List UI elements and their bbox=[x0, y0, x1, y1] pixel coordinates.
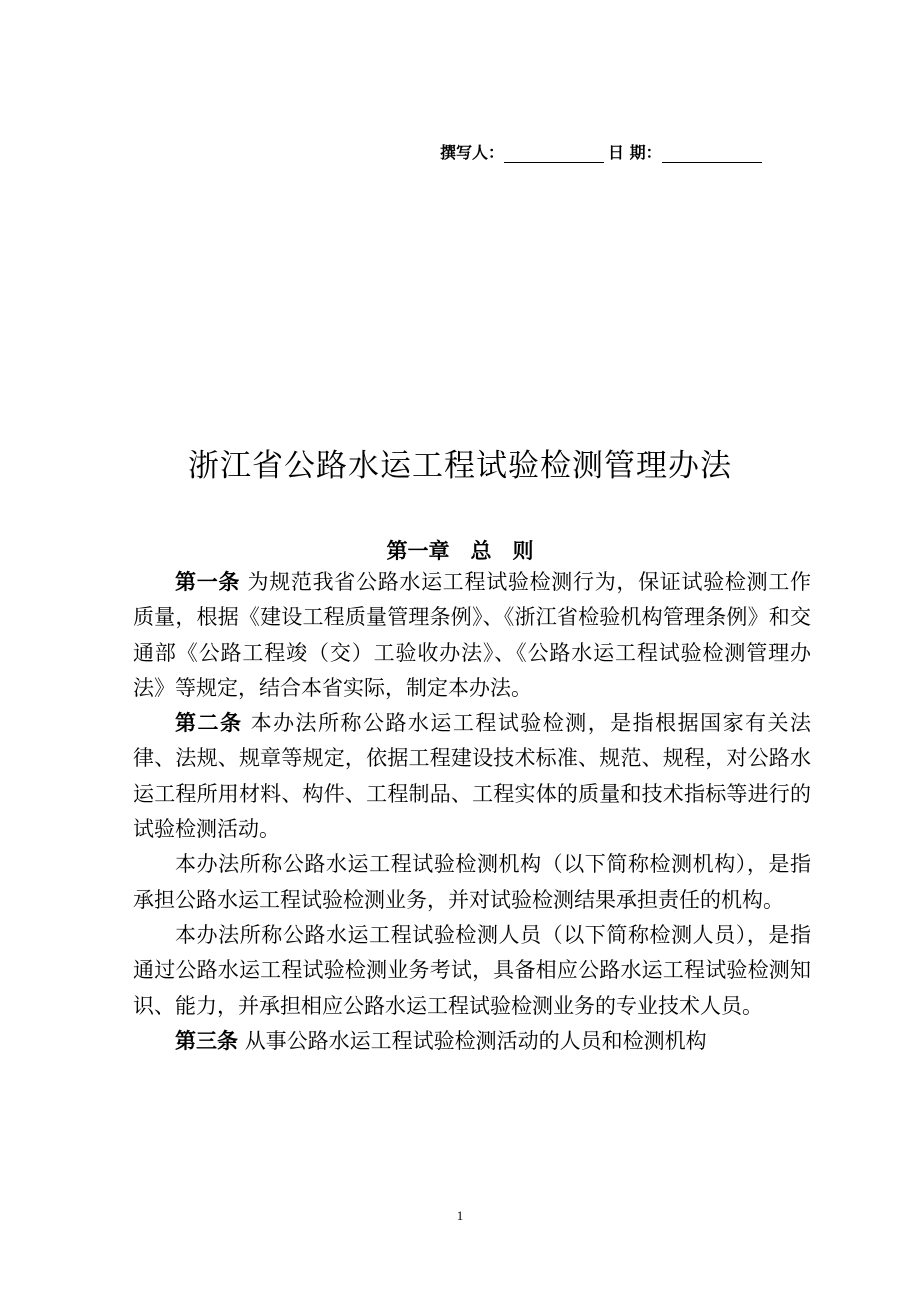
date-blank[interactable] bbox=[662, 144, 762, 163]
article-number: 第三条 bbox=[175, 1028, 238, 1053]
paragraph-text: 本办法所称公路水运工程试验检测，是指根据国家有关法律、法规、规章等规定，依据工程建设技术标准、规范、规程，对公路水运工程所用材料、构件、工程制品、工程实体的质量和技术指标等进行的试验检测活动。 bbox=[133, 711, 812, 842]
paragraph bbox=[133, 565, 811, 706]
page-number: 1 bbox=[456, 1208, 464, 1223]
date-label: 日 期： bbox=[608, 143, 662, 162]
article-number: 第一条 bbox=[175, 570, 241, 594]
author-blank[interactable] bbox=[504, 144, 604, 163]
document-title: 浙江省公路水运工程试验检测管理办法 bbox=[188, 448, 732, 484]
paragraph-text: 为规范我省公路水运工程试验检测行为，保证试验检测工作质量，根据《建设工程质量管理条例》、《浙江省检验机构管理条例》和交通部《公路工程竣（交）工验收办法》、《公路水运工程试验检测管理办法》等规定，结合本省实际，制定本办法。 bbox=[133, 570, 812, 700]
signature-line bbox=[440, 140, 820, 163]
paragraph-text: 本办法所称公路水运工程试验检测机构（以下简称检测机构），是指承担公路水运工程试验检测业务，并对试验检测结果承担责任的机构。 bbox=[133, 852, 811, 912]
paragraph bbox=[133, 706, 811, 847]
author-label: 撰写人： bbox=[440, 143, 505, 162]
document-body bbox=[133, 565, 811, 1059]
paragraph-text: 从事公路水运工程试验检测活动的人员和检测机构 bbox=[244, 1028, 707, 1053]
paragraph bbox=[133, 918, 811, 1024]
paragraph bbox=[133, 847, 811, 918]
article-number: 第二条 bbox=[175, 711, 243, 736]
paragraph-text: 本办法所称公路水运工程试验检测人员（以下简称检测人员），是指通过公路水运工程试验检测业务考试，具备相应公路水运工程试验检测知识、能力，并承担相应公路水运工程试验检测业务的专业技术人员。 bbox=[133, 922, 811, 1018]
paragraph bbox=[133, 1024, 811, 1059]
chapter-heading: 第一章 总 则 bbox=[386, 539, 534, 563]
